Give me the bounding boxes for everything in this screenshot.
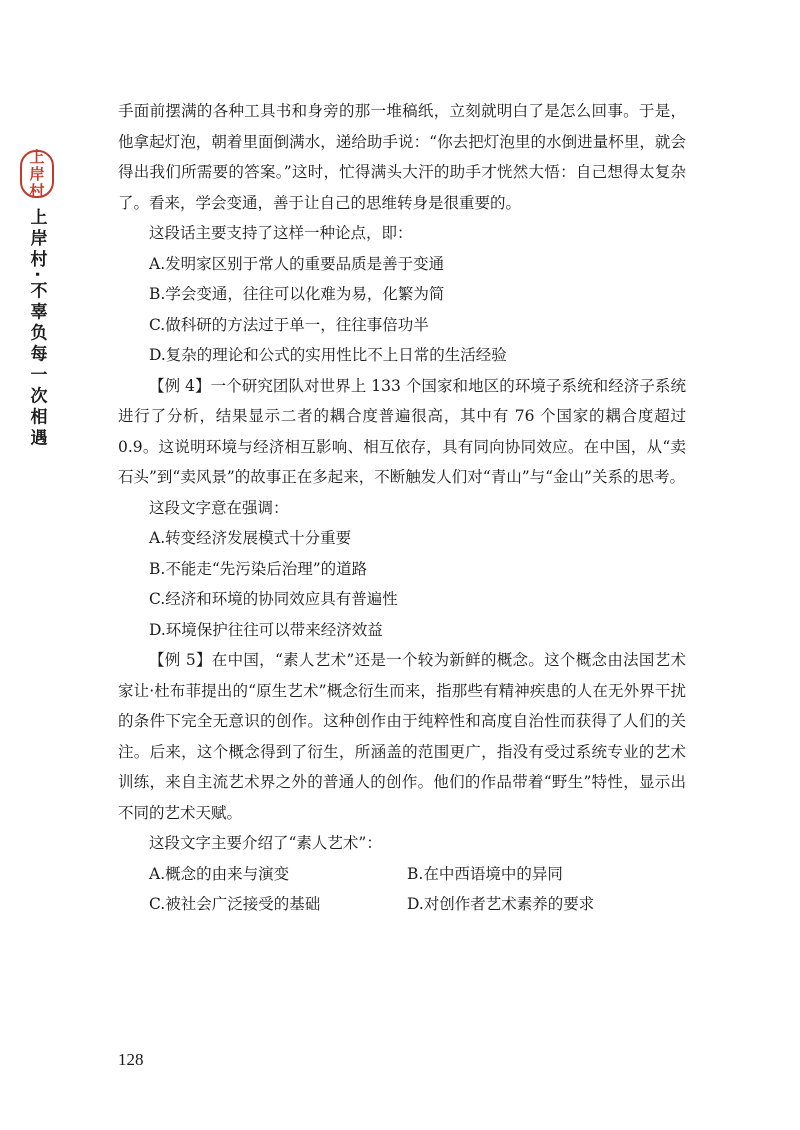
brand-column — [14, 147, 60, 450]
page-number: 128 — [118, 1050, 144, 1069]
question-3-stem: 这段话主要支持了这样一种论点，即： — [149, 224, 413, 242]
example-5-text: 在中国，“素人艺术”还是一个较为新鲜的概念。这个概念由法国艺术家让·杜布菲提出的“原生艺术”概念衍生而来，指那些有精神疾患的人在无外界干扰的条件下完全无意识的创作。这种创作由于纯粹性和高度自治性而获得了人们的关注。后来，这个概念得到了衍生，所涵盖的范围更广，指没有受过系统专业的艺术训练，来自主流艺术界之外的普通人的创作。他们的作品带着“野生”特性，显示出不同的艺术天赋。 — [118, 651, 686, 822]
question-3-option-c: C.做科研的方法过于单一，往往事倍功半 — [149, 315, 429, 334]
question-5-option-a: A.概念的由来与演变 — [149, 864, 290, 883]
brand-slogan: 上岸村·不辜负每一次相遇 — [26, 208, 47, 450]
question-4-stem: 这段文字意在强调： — [149, 498, 289, 517]
question-5-option-d: D.对创作者艺术素养的要求 — [407, 895, 595, 913]
main-content — [118, 96, 686, 920]
question-4-option-b: B.不能走“先污染后治理”的道路 — [149, 559, 368, 578]
intro-paragraph: 手面前摆满的各种工具书和身旁的那一堆稿纸，立刻就明白了是怎么回事。于是，他拿起灯泡，朝着里面倒满水，递给助手说：“你去把灯泡里的水倒进量杯里，就会得出我们所需要的答案。”这时，忙得满头大汗的助手才恍然大悟：自己想得太复杂了。看来，学会变通，善于让自己的思维转身是很重要的。 — [118, 102, 686, 212]
question-4-option-a: A.转变经济发展模式十分重要 — [149, 529, 352, 547]
example-4-paragraph — [118, 371, 686, 493]
question-4-option-d: D.环境保护往往可以带来经济效益 — [149, 620, 383, 639]
example-5-paragraph — [118, 645, 686, 828]
example-5-label: 【例 5】 — [149, 651, 212, 669]
question-5-option-b: B.在中西语境中的异同 — [407, 864, 563, 883]
question-3-option-d: D.复杂的理论和公式的实用性比不上日常的生活经验 — [149, 346, 507, 364]
question-4-option-c: C.经济和环境的协同效应具有普遍性 — [149, 590, 398, 608]
question-5-options-row-2 — [118, 889, 686, 920]
question-3-option-a: A.发明家区别于常人的重要品质是善于变通 — [149, 254, 445, 273]
example-4-text: 一个研究团队对世界上 133 个国家和地区的环境子系统和经济子系统进行了分析，结果显示二者的耦合度普遍很高，其中有 76 个国家的耦合度超过 0.9。这说明环境与经济相互影响、相互依存，具有同向协同效应。在中国，从“卖石头”到“卖风景”的故事正在多起来，不断触发人们对“青山”与“金山”关系的思考。 — [118, 376, 686, 486]
brand-seal-logo: 上岸村 — [20, 150, 54, 198]
question-5-options-row-1 — [118, 859, 686, 890]
question-5-option-c: C.被社会广泛接受的基础 — [149, 895, 321, 913]
question-3-option-b: B.学会变通，往往可以化难为易，化繁为简 — [149, 285, 445, 303]
question-5-stem: 这段文字主要介绍了“素人艺术”： — [149, 834, 382, 852]
example-4-label: 【例 4】 — [149, 376, 211, 395]
